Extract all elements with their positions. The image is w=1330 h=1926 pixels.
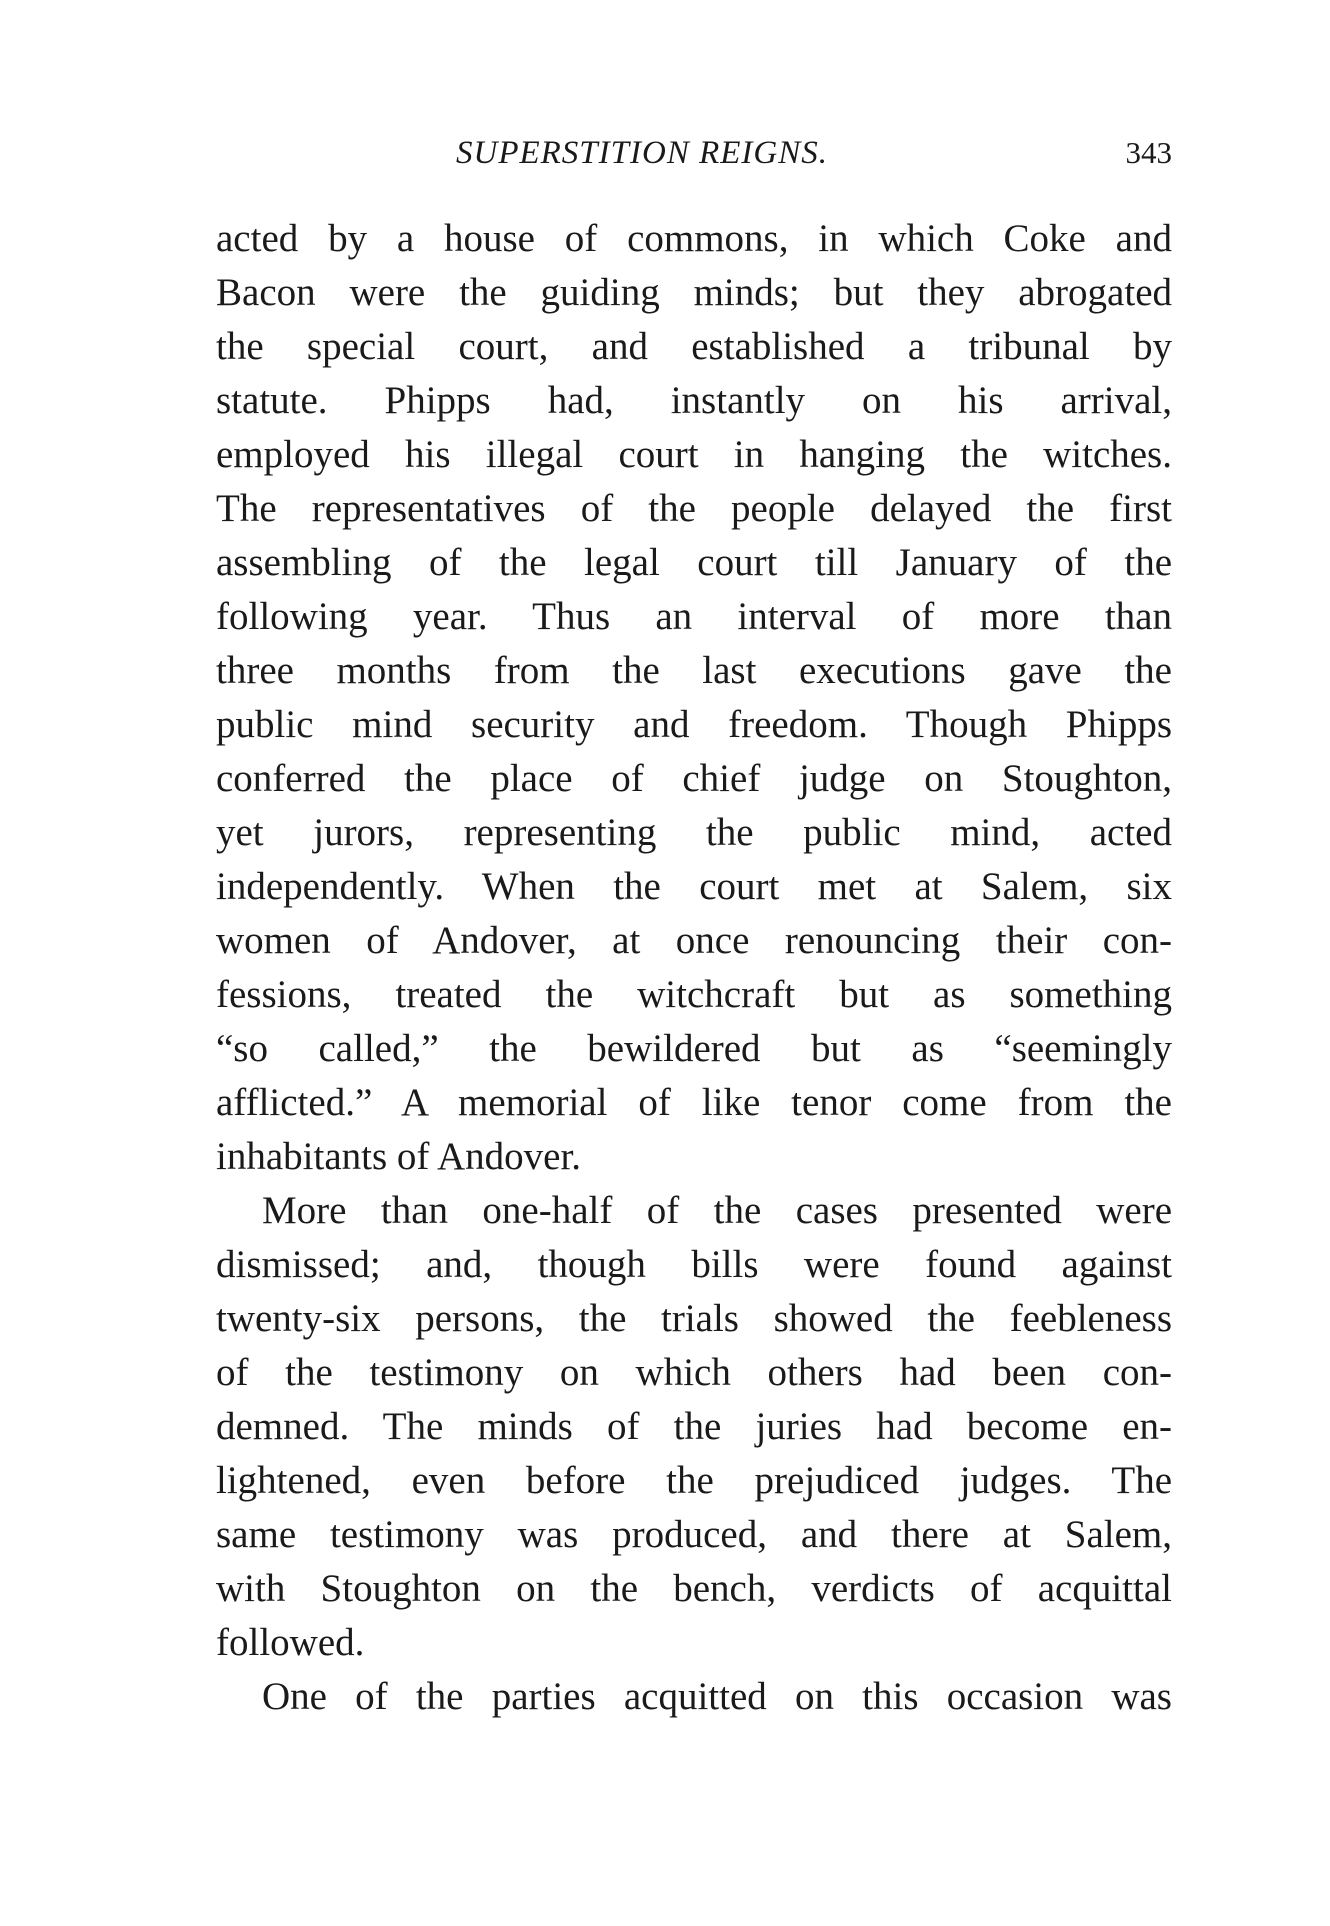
text-line: afflicted.” A memorial of like tenor come from the	[216, 1081, 1172, 1124]
text-line: public mind security and freedom. Though Phipps	[216, 703, 1172, 746]
body-text	[216, 212, 1172, 1724]
text-line: employed his illegal court in hanging the witches.	[216, 433, 1172, 476]
text-line: followed.	[216, 1621, 365, 1664]
text-line: “so called,” the bewildered but as “seemingly	[216, 1027, 1172, 1070]
text-line: same testimony was produced, and there at Salem,	[216, 1513, 1172, 1556]
text-line: yet jurors, representing the public mind, acted	[216, 811, 1172, 854]
text-line: conferred the place of chief judge on Stoughton,	[216, 757, 1172, 800]
text-line: acted by a house of commons, in which Coke and	[216, 217, 1172, 260]
text-line: More than one-half of the cases presented were	[262, 1189, 1172, 1232]
running-head	[216, 135, 1172, 185]
text-line: fessions, treated the witchcraft but as something	[216, 973, 1172, 1016]
paragraph-2	[216, 1184, 1172, 1670]
text-line: demned. The minds of the juries had become en-	[216, 1405, 1172, 1448]
text-line: inhabitants of Andover.	[216, 1135, 582, 1178]
text-line: lightened, even before the prejudiced judges. The	[216, 1459, 1172, 1502]
text-line: of the testimony on which others had been con-	[216, 1351, 1172, 1394]
text-line: independently. When the court met at Salem, six	[216, 865, 1172, 908]
text-line: twenty-six persons, the trials showed the feebleness	[216, 1297, 1172, 1340]
text-line: Bacon were the guiding minds; but they abrogated	[216, 271, 1172, 314]
text-line: three months from the last executions gave the	[216, 649, 1172, 692]
text-line: the special court, and established a tribunal by	[216, 325, 1172, 368]
text-line: women of Andover, at once renouncing their con-	[216, 919, 1172, 962]
text-line: following year. Thus an interval of more than	[216, 595, 1172, 638]
paragraph-1	[216, 212, 1172, 1184]
text-line: assembling of the legal court till January of the	[216, 541, 1172, 584]
paragraph-3	[216, 1670, 1172, 1724]
page-number: 343	[1125, 135, 1172, 170]
text-line: The representatives of the people delayed the first	[216, 487, 1172, 530]
text-line: statute. Phipps had, instantly on his arrival,	[216, 379, 1172, 422]
text-line: dismissed; and, though bills were found against	[216, 1243, 1172, 1286]
running-title: SUPERSTITION REIGNS.	[456, 135, 828, 171]
text-line: with Stoughton on the bench, verdicts of acquittal	[216, 1567, 1172, 1610]
text-line: One of the parties acquitted on this occasion was	[262, 1675, 1172, 1718]
